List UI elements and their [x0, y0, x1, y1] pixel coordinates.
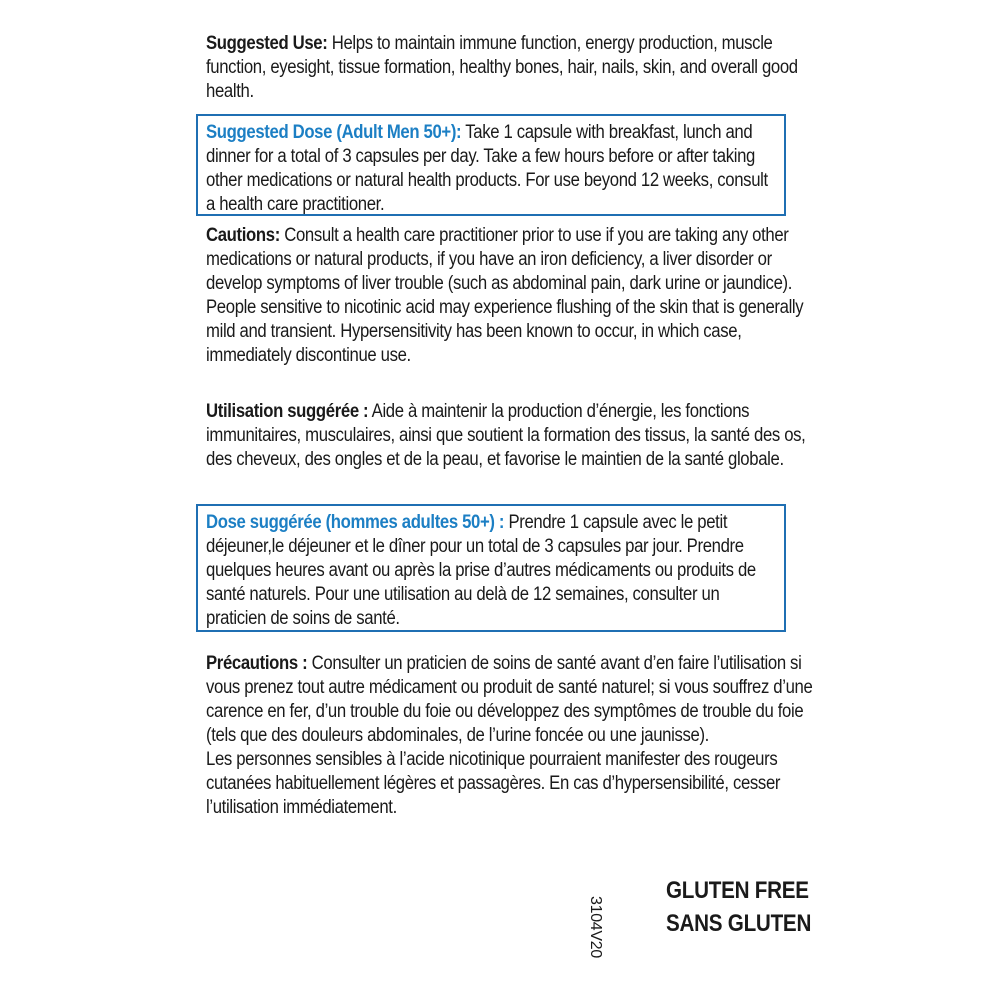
cautions-fr-para-2: Les personnes sensibles à l’acide nicotinique pourraient manifester des rougeurs cutanées habituellement légères et passagères. En cas d’hypersensibilité, cesser l’utilisation immédiatement.	[206, 749, 781, 818]
suggested-use-fr-text: Aide à maintenir la production d’énergie, les fonctions immunitaires, musculaires, ainsi que soutient la formation des tissus, la santé des os, des cheveux, des ongles et de la peau, et favorise le maintien de la santé globale.	[206, 401, 806, 470]
cautions-en	[206, 224, 822, 368]
suggested-use-fr	[206, 400, 822, 472]
lot-code: 3104V20	[587, 896, 604, 958]
suggested-dose-en-text: Take 1 capsule with breakfast, lunch and dinner for a total of 3 capsules per day. Take a few hours before or after taking other medications or natural health products. For use beyond 12 weeks, consult a health care practitioner.	[206, 122, 768, 215]
cautions-fr	[206, 652, 822, 820]
suggested-dose-fr-heading: Dose suggérée (hommes adultes 50+) :	[206, 512, 505, 533]
suggested-dose-fr	[206, 511, 778, 631]
suggested-dose-en-box	[196, 114, 786, 216]
cautions-en-heading: Cautions:	[206, 225, 280, 246]
suggested-use-en	[206, 32, 822, 104]
suggested-dose-en	[206, 121, 778, 217]
suggested-use-en-text: Helps to maintain immune function, energy production, muscle function, eyesight, tissue formation, healthy bones, hair, nails, skin, and overall good health.	[206, 33, 798, 102]
cautions-en-text: Consult a health care practitioner prior to use if you are taking any other medications or natural products, if you have an iron deficiency, a liver disorder or develop symptoms of liver trouble (such as abdominal pain, dark urine or jaundice). People sensitive to nicotinic acid may experience flushing of the skin that is generally mild and transient. Hypersensitivity has been known to occur, in which case, immediately discontinue use.	[206, 225, 804, 366]
suggested-dose-fr-text: Prendre 1 capsule avec le petit déjeuner,le déjeuner et le dîner pour un total de 3 capsules par jour. Prendre quelques heures avant ou après la prise d’autres médicaments ou produits de santé naturels. Pour une utilisation au delà de 12 semaines, consulter un praticien de soins de santé.	[206, 512, 756, 629]
gluten-free-fr: SANS GLUTEN	[666, 910, 812, 937]
gluten-free-badge	[666, 874, 811, 940]
cautions-fr-para-1	[206, 652, 822, 748]
suggested-dose-fr-box	[196, 504, 786, 632]
suggested-dose-en-heading: Suggested Dose (Adult Men 50+):	[206, 122, 462, 143]
suggested-use-en-heading: Suggested Use:	[206, 33, 328, 54]
cautions-fr-heading: Précautions :	[206, 653, 308, 674]
gluten-free-en: GLUTEN FREE	[666, 877, 809, 904]
suggested-use-fr-heading: Utilisation suggérée :	[206, 401, 369, 422]
cautions-fr-text: Consulter un praticien de soins de santé avant d’en faire l’utilisation si vous prenez tout autre médicament ou produit de santé naturel; si vous souffrez d’une carence en fer, d’un trouble du foie ou développez des symptômes de trouble du foie (tels que des douleurs abdominales, de l’urine foncée ou une jaunisse).	[206, 653, 813, 746]
